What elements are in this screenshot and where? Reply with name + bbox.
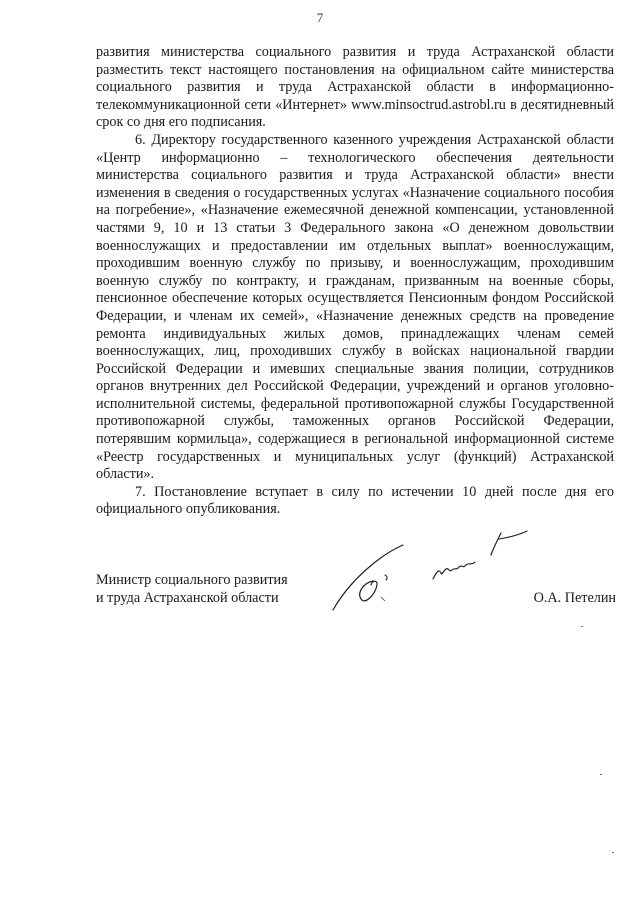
- page-number: 7: [316, 10, 324, 25]
- document-body: [96, 44, 614, 519]
- scan-speck: [600, 774, 602, 775]
- paragraph-continuation: развития министерства социального развития и труда Астраханской области разместить текст настоящего постановления на официальном сайте министерства социального развития и труда Астраханской области в информационно-телекоммуникационной сети «Интернет» www.minsoctrud.astrobl.ru в десятидневный срок со дня его подписания.: [96, 44, 614, 131]
- paragraph-item-6: 6. Директору государственного казенного учреждения Астраханской области «Центр информационно – технологического обеспечения деятельности министерства социального развития и труда Астраханской области» внести изменения в сведения о государственных услугах «Назначение социального пособия на погребение», «Назначение ежемесячной денежной компенсации, установленной частями 9, 10 и 13 статьи 3 Федерального закона «О денежном довольствии военнослужащих и предоставлении им отдельных выплат» военнослужащим, проходившим военную службу по призыву, и военнослужащим, проходившим военную службу по контракту, и гражданам, призванным на военные сборы, пенсионное обеспечение которых осуществляется Пенсионным фондом Российской Федерации, и членам их семей», «Назначение денежных средств на проведение ремонта индивидуальных жилых домов, принадлежащих членам семей военнослужащих, лиц, проходивших службу в войсках национальной гвардии Российской Федерации и имевших специальные звания полиции, сотрудников органов внутренних дел Российской Федерации, учреждений и органов уголовно-исполнительной системы, федеральной противопожарной службы Государственной противопожарной службы, таможенных органов Российской Федерации, потерявшим кормильца», содержащиеся в региональной информационной системе «Реестр государственных и муниципальных услуг (функций) Астраханской области».: [96, 131, 614, 483]
- scan-speck: [581, 626, 583, 627]
- signer-name: О.А. Петелин: [533, 589, 616, 606]
- paragraph-item-7: 7. Постановление вступает в силу по истечении 10 дней после дня его официального опубликования.: [96, 483, 614, 518]
- signer-position-line-1: Министр социального развития: [96, 572, 288, 588]
- signer-position: [96, 572, 288, 607]
- signer-position-line-2: и труда Астраханской области: [96, 589, 279, 606]
- scan-speck: [612, 852, 614, 853]
- handwritten-signature: [325, 525, 535, 617]
